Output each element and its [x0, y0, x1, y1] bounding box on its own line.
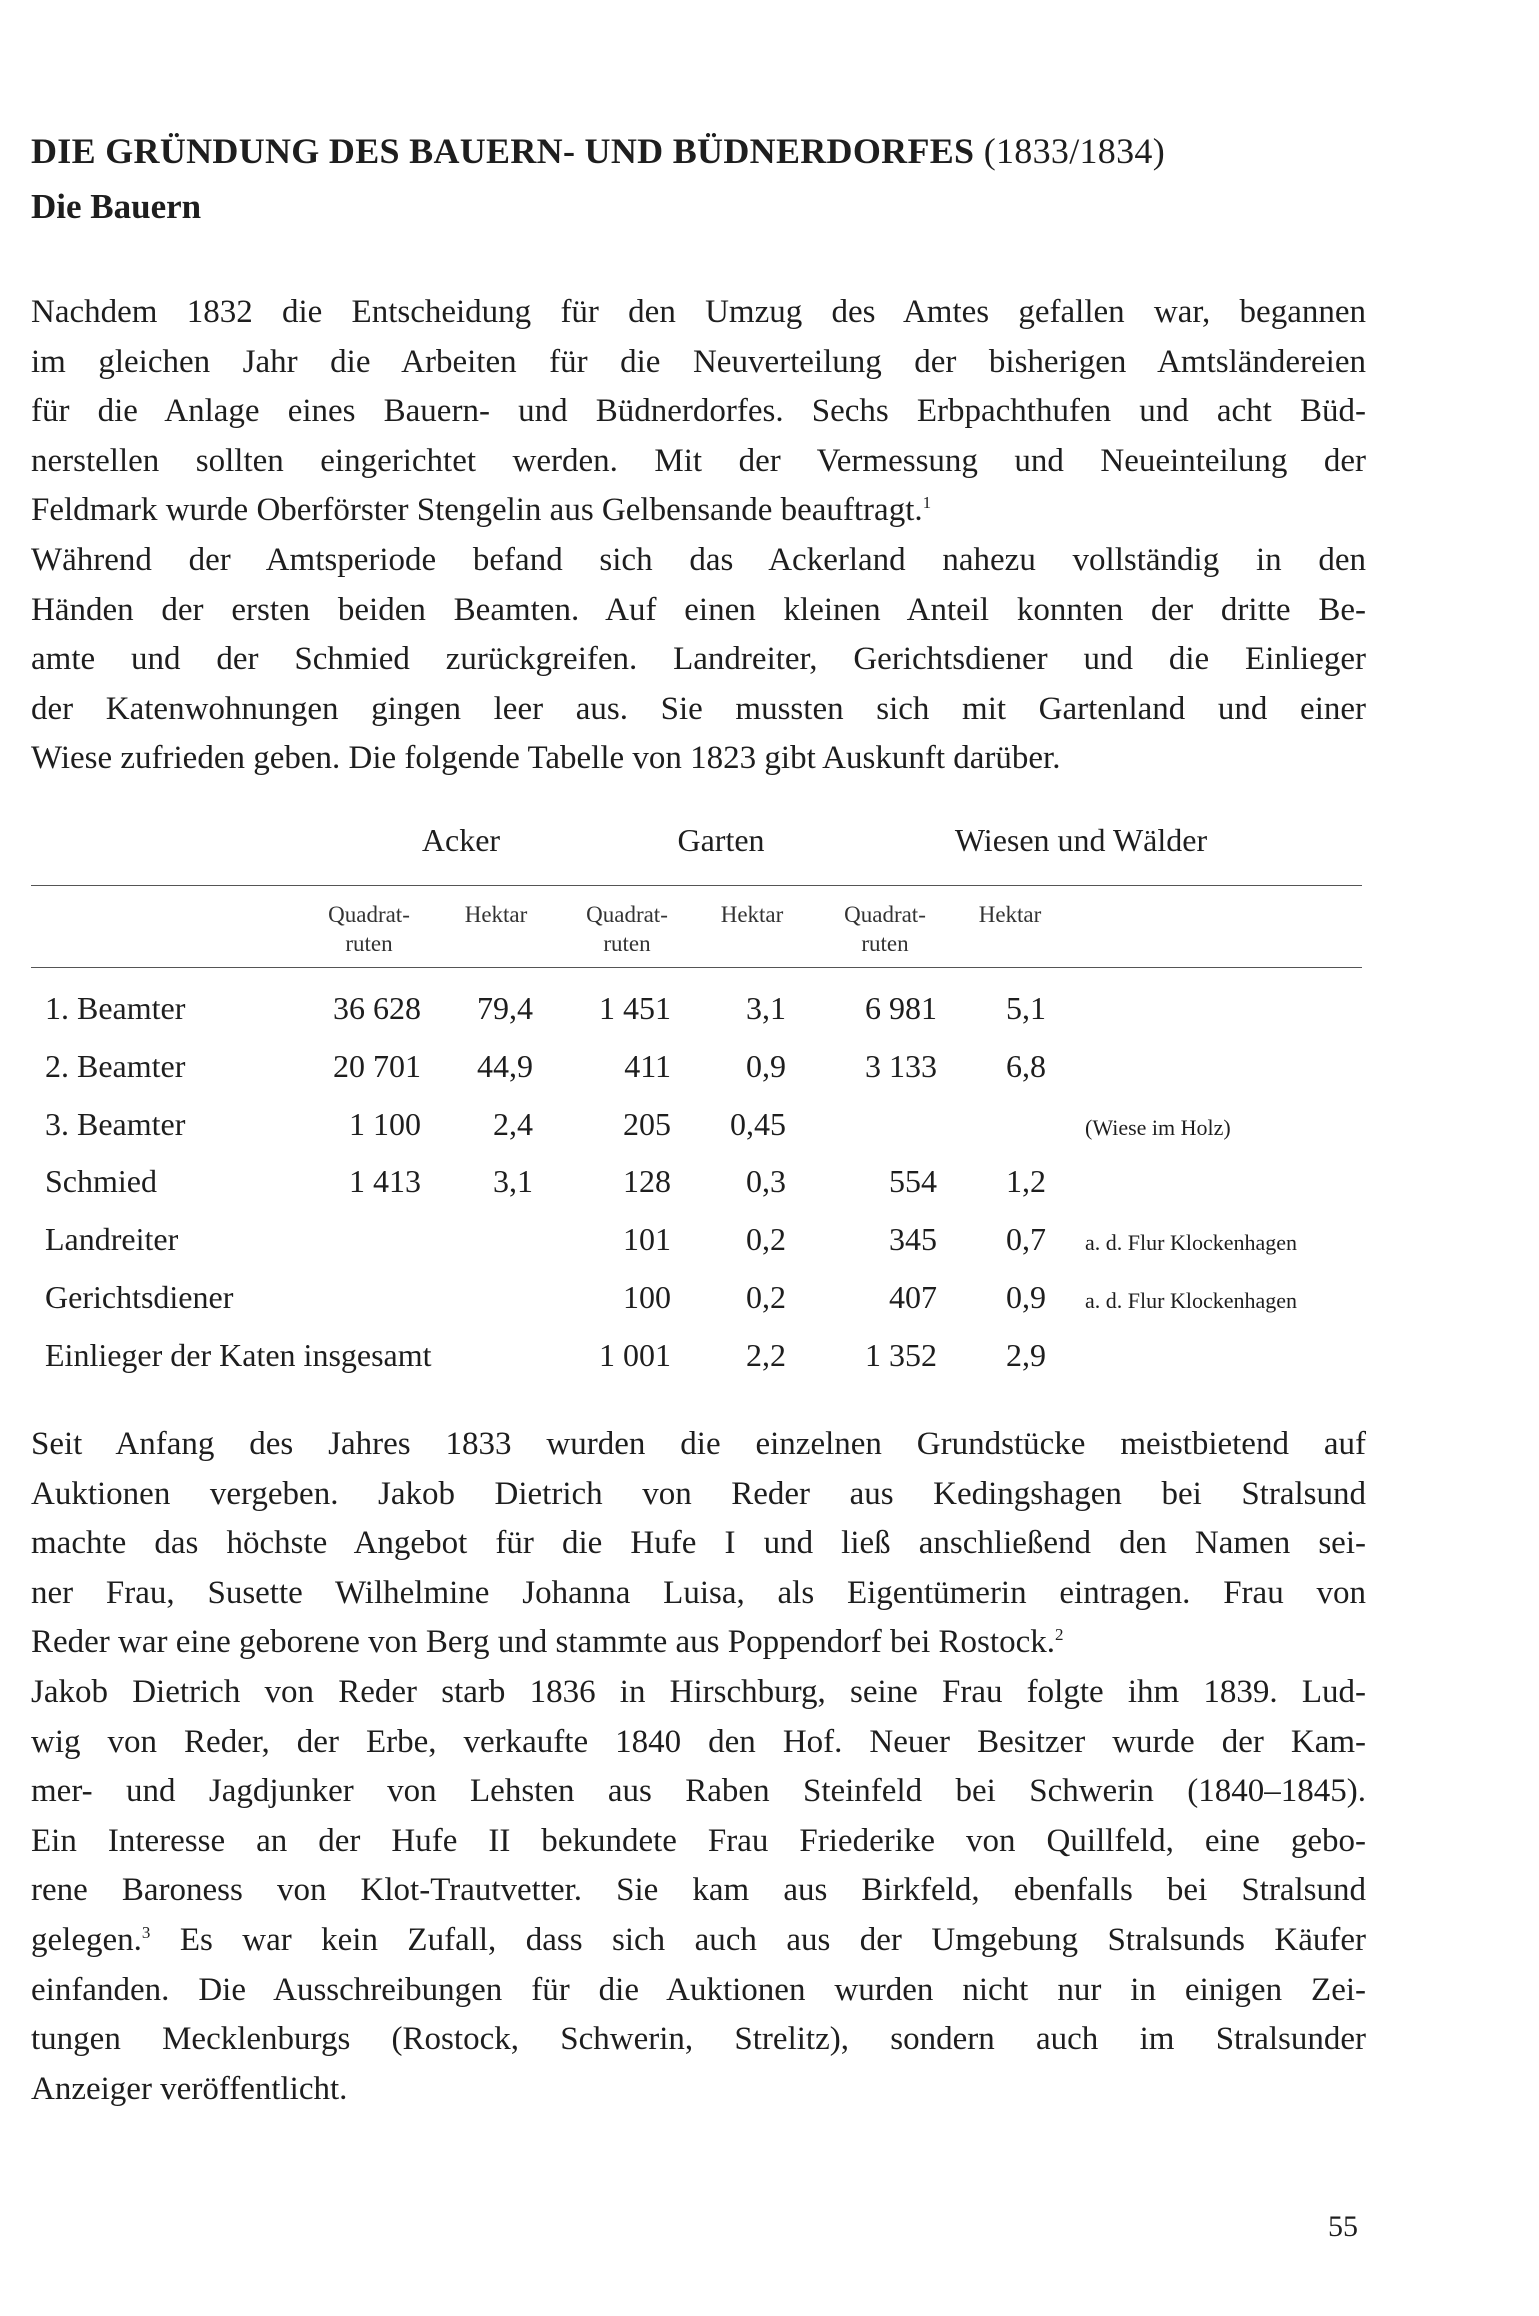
row-label: Schmied [45, 1163, 157, 1200]
table-row [31, 1044, 1362, 1100]
row-note: a. d. Flur Klockenhagen [1085, 1288, 1297, 1313]
cell-wiesen-ha: 1,2 [1006, 1163, 1046, 1200]
cell-wiesen-ha: 2,9 [1006, 1336, 1046, 1373]
paragraph-auctions [31, 1420, 1366, 2114]
text-line: Jakob Dietrich von Reder starb 1836 in Hirschburg, seine Frau folgte ihm 1839. Lud- [31, 1673, 1366, 1710]
subheader-wiesen-hektar: Hektar [978, 902, 1042, 927]
column-group-wiesen: Wiesen und Wälder [954, 822, 1208, 858]
row-label: Einlieger der Katen insgesamt [45, 1336, 432, 1373]
cell-acker-qr: 1 413 [349, 1163, 421, 1200]
cell-acker-ha: 3,1 [493, 1163, 533, 1200]
text-line: Reder war eine geborene von Berg und stammte aus Poppendorf bei Rostock.$^2$ [31, 1624, 1064, 1661]
text-line: Feldmark wurde Oberförster Stengelin aus Gelbensande beauftragt.$^1$ [31, 492, 932, 529]
cell-wiesen-qr: 6 981 [865, 990, 937, 1026]
table-row [31, 1217, 1362, 1273]
cell-garten-ha: 0,3 [746, 1163, 786, 1200]
footnote-marker: 1 [922, 493, 932, 513]
cell-wiesen-qr: 407 [889, 1279, 937, 1315]
text-line: einfanden. Die Ausschreibungen für die Auktionen wurden nicht nur in einigen Zei- [31, 1971, 1366, 2008]
cell-garten-qr: 411 [624, 1047, 671, 1084]
text-line: Nachdem 1832 die Entscheidung für den Umzug des Amtes gefallen war, begannen [31, 294, 1366, 330]
table-row [31, 1275, 1362, 1331]
cell-garten-qr: 205 [623, 1105, 671, 1142]
cell-acker-qr: 20 701 [333, 1047, 421, 1084]
text-line: Wiese zufrieden geben. Die folgende Tabelle von 1823 gibt Auskunft darüber. [31, 740, 1061, 777]
subheader-acker-quadratruten: Quadrat- ruten [328, 902, 410, 956]
table-rule-top [31, 885, 1362, 886]
cell-acker-ha: 2,4 [493, 1105, 533, 1142]
table-rule-header [31, 967, 1362, 968]
cell-wiesen-ha: 0,9 [1006, 1279, 1046, 1315]
chapter-heading [31, 128, 1361, 174]
cell-garten-ha: 0,2 [746, 1279, 786, 1315]
column-group-acker: Acker [421, 822, 501, 858]
row-note: (Wiese im Holz) [1085, 1114, 1231, 1140]
cell-garten-ha: 0,2 [746, 1221, 786, 1258]
chapter-heading-title: DIE GRÜNDUNG DES BAUERN- UND BÜDNERDORFES [31, 131, 975, 171]
cell-acker-qr: 1 100 [349, 1105, 421, 1142]
cell-wiesen-qr: 345 [889, 1221, 937, 1258]
cell-acker-qr: 36 628 [333, 990, 421, 1026]
text-line: Anzeiger veröffentlicht. [31, 2070, 348, 2107]
cell-garten-ha: 3,1 [746, 990, 786, 1026]
text-line: Auktionen vergeben. Jakob Dietrich von Reder aus Kedingshagen bei Stralsund [31, 1475, 1366, 1512]
row-label: Landreiter [45, 1221, 179, 1258]
text-line: wig von Reder, der Erbe, verkaufte 1840 den Hof. Neuer Besitzer wurde der Kam- [31, 1723, 1366, 1760]
subheader-garten-quadratruten: Quadrat- ruten [586, 902, 668, 956]
text-line: im gleichen Jahr die Arbeiten für die Neuverteilung der bisherigen Amtsländereien [31, 343, 1366, 380]
cell-garten-qr: 100 [623, 1279, 671, 1315]
row-label: 2. Beamter [45, 1047, 186, 1084]
cell-acker-ha: 44,9 [477, 1047, 533, 1084]
text-line: tungen Mecklenburgs (Rostock, Schwerin, Strelitz), sondern auch im Stralsunder [31, 2021, 1366, 2058]
table-row [31, 1102, 1362, 1158]
section-heading: Die Bauern [31, 187, 202, 226]
chapter-heading-years: (1833/1834) [983, 131, 1165, 171]
cell-wiesen-ha: 6,8 [1006, 1047, 1046, 1084]
cell-wiesen-qr: 554 [889, 1163, 937, 1200]
cell-wiesen-ha: 0,7 [1006, 1221, 1046, 1258]
subheader-acker-hektar: Hektar [464, 902, 528, 927]
text-line: Während der Amtsperiode befand sich das Ackerland nahezu vollständig in den [31, 541, 1366, 578]
cell-acker-ha: 79,4 [477, 990, 533, 1026]
text-line: amte und der Schmied zurückgreifen. Landreiter, Gerichtsdiener und die Einlieger [31, 641, 1366, 678]
column-group-garten: Garten [677, 822, 765, 858]
row-label: 1. Beamter [45, 990, 186, 1026]
subheader-wiesen-quadratruten: Quadrat- ruten [844, 902, 926, 956]
table-row [31, 1159, 1362, 1215]
cell-wiesen-ha: 5,1 [1006, 990, 1046, 1026]
text-line: Händen der ersten beiden Beamten. Auf einen kleinen Anteil konnten der dritte Be- [31, 591, 1366, 628]
cell-garten-qr: 1 001 [599, 1336, 671, 1373]
text-line: der Katenwohnungen gingen leer aus. Sie mussten sich mit Gartenland und einer [31, 690, 1366, 727]
cell-garten-ha: 2,2 [746, 1336, 786, 1373]
text-line: Seit Anfang des Jahres 1833 wurden die einzelnen Grundstücke meistbietend auf [31, 1426, 1366, 1462]
cell-garten-ha: 0,9 [746, 1047, 786, 1084]
text-line: Ein Interesse an der Hufe II bekundete Frau Friederike von Quillfeld, eine gebo- [31, 1822, 1366, 1859]
page-number: 55 [1328, 2210, 1358, 2243]
table-row [31, 986, 1362, 1042]
cell-wiesen-qr: 1 352 [865, 1336, 937, 1373]
footnote-marker: 3 [141, 1922, 151, 1942]
cell-garten-ha: 0,45 [730, 1105, 786, 1142]
subheader-garten-hektar: Hektar [720, 902, 784, 927]
text-line: nerstellen sollten eingerichtet werden. Mit der Vermessung und Neueinteilung der [31, 442, 1366, 479]
text-line: für die Anlage eines Bauern- und Büdnerdorfes. Sechs Erbpachthufen und acht Büd- [31, 393, 1366, 430]
text-line: rene Baroness von Klot-Trautvetter. Sie kam aus Birkfeld, ebenfalls bei Stralsund [31, 1872, 1366, 1909]
cell-garten-qr: 101 [623, 1221, 671, 1258]
cell-garten-qr: 128 [623, 1163, 671, 1200]
paragraph-intro [31, 288, 1366, 784]
row-label: Gerichtsdiener [45, 1279, 234, 1315]
row-label: 3. Beamter [45, 1105, 186, 1142]
text-line: gelegen.$^3$ Es war kein Zufall, dass sich auch aus der Umgebung Stralsunds Käufer [31, 1921, 1367, 1958]
row-note: a. d. Flur Klockenhagen [1085, 1230, 1297, 1256]
text-line: machte das höchste Angebot für die Hufe I und ließ anschließend den Namen sei- [31, 1525, 1366, 1562]
cell-wiesen-qr: 3 133 [865, 1047, 937, 1084]
footnote-marker: 2 [1054, 1625, 1064, 1645]
text-line: ner Frau, Susette Wilhelmine Johanna Luisa, als Eigentümerin eintragen. Frau von [31, 1574, 1366, 1611]
cell-garten-qr: 1 451 [599, 990, 671, 1026]
text-line: mer- und Jagdjunker von Lehsten aus Raben Steinfeld bei Schwerin (1840–1845). [31, 1773, 1366, 1810]
table-row [31, 1333, 1362, 1389]
